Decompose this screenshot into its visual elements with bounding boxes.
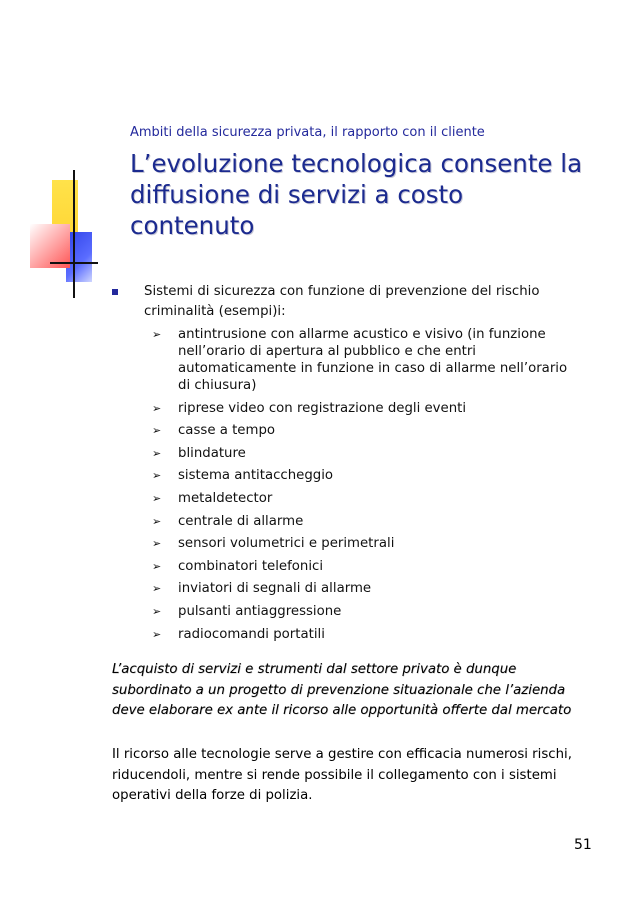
sub-bullet-text: blindature — [178, 445, 246, 461]
sub-bullet-text: centrale di allarme — [178, 513, 304, 529]
sub-bullet-item — [152, 445, 572, 462]
slide-subtitle: Ambiti della sicurezza privata, il rapporto con il cliente — [130, 125, 485, 140]
sub-bullet-item — [152, 490, 572, 507]
sub-bullet-item — [152, 400, 572, 417]
arrow-bullet-icon: ➢ — [152, 627, 162, 641]
sub-bullet-item — [152, 603, 572, 620]
sub-bullet-text: antintrusione con allarme acustico e visivo (in funzione nell’orario di apertura al pubblico e che entri automaticamente in funzione in caso di allarme nell’orario di chiusura) — [178, 327, 568, 393]
slide-title: L’evoluzione tecnologica consente la diffusione di servizi a costo contenuto — [130, 149, 583, 240]
sub-bullet-text: inviatori di segnali di allarme — [178, 581, 372, 597]
sub-bullet-item — [152, 558, 572, 575]
arrow-bullet-icon: ➢ — [152, 469, 162, 483]
page-number: 51 — [574, 837, 592, 853]
decor-vertical-line — [73, 170, 75, 298]
sub-bullet-text: metaldetector — [178, 490, 273, 506]
sub-bullet-text: radiocomandi portatili — [178, 626, 325, 642]
main-bullet-text: Sistemi di sicurezza con funzione di prevenzione del rischio criminalità (esempi)i: — [144, 284, 540, 319]
arrow-bullet-icon: ➢ — [152, 424, 162, 438]
sub-bullet-item — [152, 422, 572, 439]
arrow-bullet-icon: ➢ — [152, 537, 162, 551]
sub-bullet-item — [152, 326, 572, 394]
italic-paragraph: L’acquisto di servizi e strumenti dal settore privato è dunque subordinato a un progetto di prevenzione situazionale che l’azienda deve elaborare ex ante il ricorso alle opportunità offerte dal mercato — [112, 662, 572, 718]
body-paragraph: Il ricorso alle tecnologie serve a gestire con efficacia numerosi rischi, riducendoli, mentre si rende possibile il collegamento con i sistemi operativi della forze di polizia. — [112, 747, 572, 803]
sub-bullet-text: sistema antitaccheggio — [178, 468, 334, 484]
arrow-bullet-icon: ➢ — [152, 328, 162, 341]
arrow-bullet-icon: ➢ — [152, 604, 162, 618]
decor-horizontal-line — [50, 262, 98, 264]
sub-bullet-text: combinatori telefonici — [178, 558, 324, 574]
arrow-bullet-icon: ➢ — [152, 401, 162, 415]
arrow-bullet-icon: ➢ — [152, 582, 162, 596]
arrow-bullet-icon: ➢ — [152, 514, 162, 528]
sub-bullet-item — [152, 626, 572, 643]
sub-bullet-item — [152, 513, 572, 530]
arrow-bullet-icon: ➢ — [152, 446, 162, 460]
sub-bullet-list — [152, 326, 572, 648]
sub-bullet-text: riprese video con registrazione degli eventi — [178, 400, 467, 416]
sub-bullet-item — [152, 467, 572, 484]
sub-bullet-text: pulsanti antiaggressione — [178, 603, 342, 619]
sub-bullet-item — [152, 580, 572, 597]
sub-bullet-text: casse a tempo — [178, 423, 276, 439]
square-bullet-icon — [112, 289, 118, 295]
sub-bullet-item — [152, 535, 572, 552]
sub-bullet-text: sensori volumetrici e perimetrali — [178, 536, 395, 552]
arrow-bullet-icon: ➢ — [152, 491, 162, 505]
arrow-bullet-icon: ➢ — [152, 559, 162, 573]
